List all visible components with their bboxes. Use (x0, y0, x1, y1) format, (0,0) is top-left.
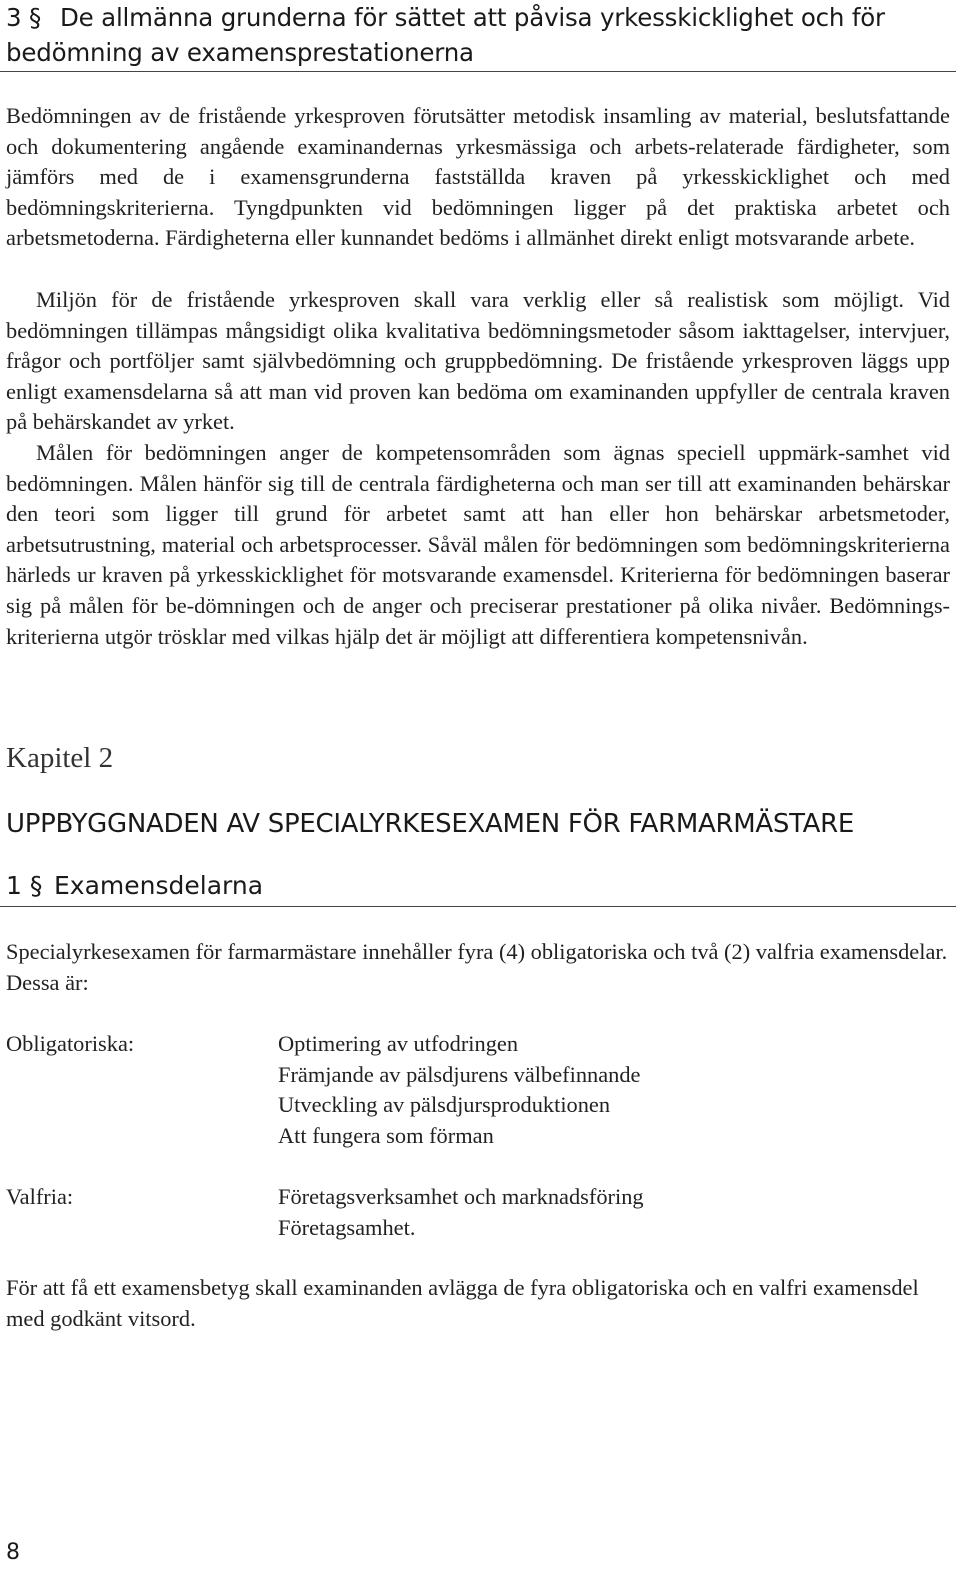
subsection-rule (0, 906, 956, 907)
chapter-label: Kapitel 2 (6, 742, 114, 774)
subsection-heading (6, 868, 263, 904)
page-number: 8 (6, 1540, 20, 1565)
list-item: Optimering av utfodringen (278, 1031, 519, 1056)
list-item: Att fungera som förman (278, 1122, 494, 1148)
section-number: 3 § (6, 3, 42, 32)
list-item: Företagsverksamhet och marknadsföring (278, 1184, 644, 1209)
mandatory-list (278, 1029, 640, 1151)
paragraph-test-environment: Miljön för de fristående yrkesproven skall vara verklig eller så realistisk som möjligt. Vid bedömningen tillämpas mångsidigt olika kvalitativa bedömningsmetoder såsom iakttagelser, intervjuer, frågor och portföljer samt självbedömning och gruppbedömning. De fristående yrkesproven läggs upp enligt examensdelarna så att man vid proven kan bedöma om examinanden uppfyller de centrala kraven på behärskandet av yrket. (6, 287, 950, 435)
subsection-title: Examensdelarna (54, 871, 264, 900)
mandatory-label: Obligatoriska: (6, 1031, 135, 1056)
chapter-title: UPPBYGGNADEN AV SPECIALYRKESEXAMEN FÖR FARMARMÄSTARE (6, 809, 855, 839)
paragraph-assessment-goals: Målen för bedömningen anger de kompetensområden som ägnas speciell uppmärk-samhet vid bedömningen. Målen hänför sig till de centrala färdigheterna och man ser till att examinanden behärskar den teori som ligger till grund för arbetet samt att han eller hon behärskar arbetsmetoder, arbetsutrustning, material och arbetsprocesser. Såväl målen för bedömningen som bedömningskriterierna härleds ur kraven på yrkesskicklighet för motsvarande examensdel. Kriterierna för bedömningen baserar sig på målen för be-dömningen och de anger och preciserar prestationer på olika nivåer. Bedömnings-kriterierna utgör trösklar med vilkas hjälp det är möjligt att differentiera kompetensnivån. (6, 440, 950, 649)
closing-paragraph: För att få ett examensbetyg skall examinanden avlägga de fyra obligatoriska och en valfri examensdel med godkänt vitsord. (6, 1275, 919, 1331)
paragraph-assessment-basis: Bedömningen av de fristående yrkesproven förutsätter metodisk insamling av material, beslutsfattande och dokumentering angående examinandernas yrkesmässiga och arbets-relaterade färdigheter, som jämförs med de i examensgrunderna fastställda kraven på yrkesskicklighet och med bedömningskriterierna. Tyngdpunkten vid bedömningen ligger på det praktiska arbetet och arbetsmetoderna. Färdigheterna eller kunnandet bedöms i allmänhet direkt enligt motsvarande arbete. (6, 103, 950, 251)
heading-rule (0, 71, 956, 72)
list-item: Företagsamhet. (278, 1214, 416, 1240)
subsection-number: 1 § (6, 871, 43, 900)
optional-list (278, 1182, 644, 1243)
intro-paragraph: Specialyrkesexamen för farmarmästare innehåller fyra (4) obligatoriska och två (2) valfria examensdelar. Dessa är: (6, 939, 948, 995)
list-item: Utveckling av pälsdjursproduktionen (278, 1092, 611, 1118)
list-item: Främjande av pälsdjurens välbefinnande (278, 1061, 641, 1087)
section-title: De allmänna grunderna för sättet att påvisa yrkesskicklighet och för bedömning av examensprestationerna (6, 3, 885, 67)
section-heading (6, 0, 954, 70)
optional-label: Valfria: (6, 1184, 74, 1209)
